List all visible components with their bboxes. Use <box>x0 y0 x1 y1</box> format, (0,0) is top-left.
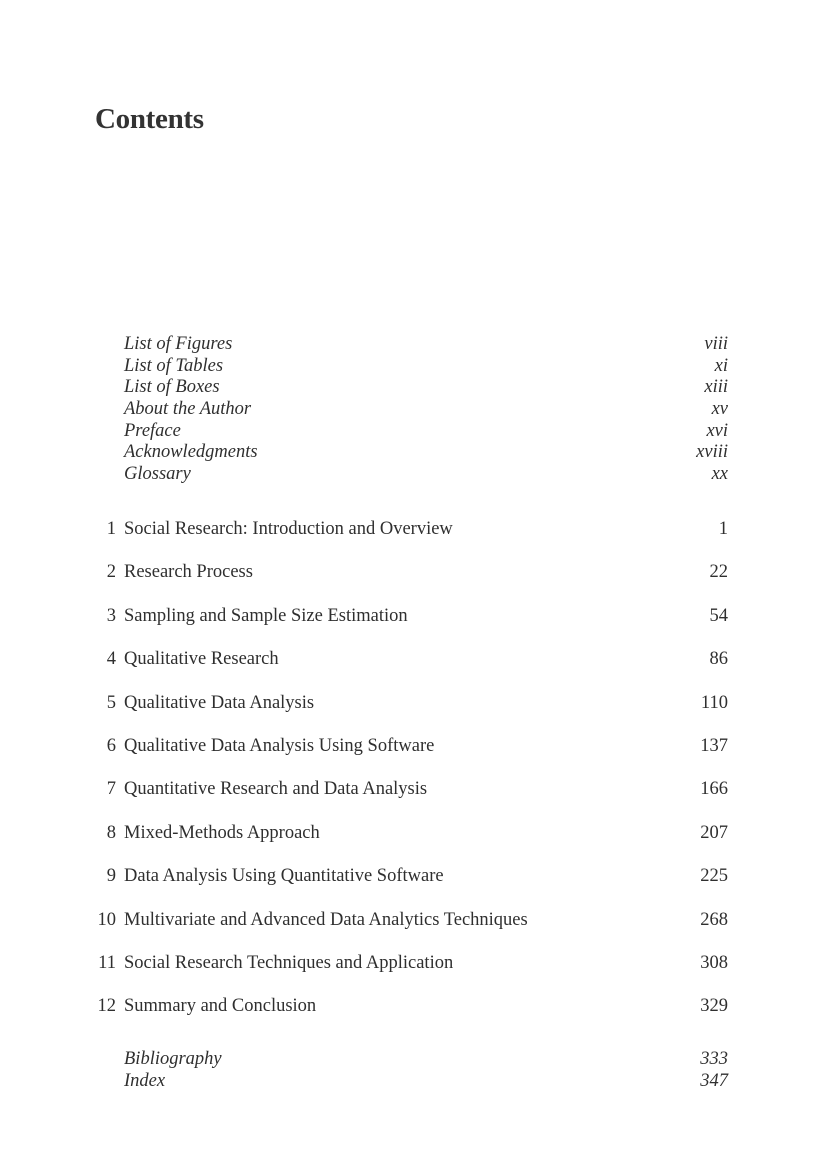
toc-entry-page: xvi <box>706 420 728 441</box>
chapter-number: 9 <box>106 866 116 887</box>
chapter-title: Research Process <box>124 562 253 583</box>
chapter-page: 137 <box>700 735 728 756</box>
toc-entry-glossary[interactable] <box>124 464 728 486</box>
chapter-title: Mixed-Methods Approach <box>124 822 320 843</box>
chapter-title: Qualitative Research <box>124 649 279 670</box>
toc-entry-title: Acknowledgments <box>124 442 258 463</box>
toc-entry-list-of-boxes[interactable] <box>124 377 728 399</box>
chapter-page: 54 <box>709 605 728 626</box>
chapter-number: 1 <box>106 519 116 539</box>
chapter-number: 5 <box>106 692 116 713</box>
chapter-title: Social Research: Introduction and Overview <box>124 519 453 539</box>
chapter-number: 6 <box>106 735 116 756</box>
toc-entry-about-the-author[interactable] <box>124 399 728 421</box>
toc-entry-page: 333 <box>700 1049 728 1069</box>
toc-entry-index[interactable] <box>124 1071 728 1093</box>
chapter-title: Data Analysis Using Quantitative Software <box>124 866 444 887</box>
toc-chapter-2[interactable] <box>90 560 728 603</box>
toc-entry-title: Bibliography <box>124 1049 222 1069</box>
chapter-page: 1 <box>718 519 728 539</box>
chapter-title: Qualitative Data Analysis Using Software <box>124 735 435 756</box>
chapter-title: Summary and Conclusion <box>124 996 317 1017</box>
toc-chapter-5[interactable] <box>90 691 728 734</box>
chapter-list <box>90 517 728 1038</box>
chapter-page: 207 <box>700 822 728 843</box>
toc-entry-page: xx <box>711 464 728 485</box>
toc-entry-title: About the Author <box>124 399 252 420</box>
chapter-number: 3 <box>106 605 116 626</box>
toc-chapter-10[interactable] <box>90 908 728 951</box>
toc-entry-title: List of Figures <box>124 334 233 354</box>
toc-chapter-11[interactable] <box>90 951 728 994</box>
chapter-page: 308 <box>700 952 728 973</box>
chapter-page: 268 <box>700 909 728 930</box>
chapter-title: Qualitative Data Analysis <box>124 692 315 713</box>
front-matter-list <box>124 334 728 486</box>
chapter-title: Social Research Techniques and Application <box>124 952 454 973</box>
toc-entry-page: 347 <box>700 1070 728 1091</box>
chapter-number: 12 <box>97 996 116 1017</box>
toc-chapter-8[interactable] <box>90 821 728 864</box>
chapter-title: Sampling and Sample Size Estimation <box>124 605 408 626</box>
chapter-number: 7 <box>106 779 116 800</box>
chapter-page: 166 <box>700 779 728 800</box>
toc-entry-title: List of Tables <box>124 355 224 376</box>
chapter-number: 11 <box>98 952 116 973</box>
chapter-title: Multivariate and Advanced Data Analytics Techniques <box>124 909 528 930</box>
toc-entry-title: Glossary <box>124 464 191 485</box>
chapter-page: 86 <box>709 649 728 670</box>
toc-chapter-1[interactable] <box>90 517 728 560</box>
chapter-page: 329 <box>700 996 728 1017</box>
back-matter-list <box>124 1049 728 1092</box>
chapter-page: 225 <box>700 866 728 887</box>
toc-entry-title: Preface <box>124 420 181 441</box>
toc-entry-acknowledgments[interactable] <box>124 442 728 464</box>
chapter-page: 22 <box>709 562 728 583</box>
toc-entry-list-of-figures[interactable] <box>124 334 728 356</box>
toc-chapter-4[interactable] <box>90 647 728 690</box>
page-title: Contents <box>95 103 204 135</box>
chapter-title: Quantitative Research and Data Analysis <box>124 779 428 800</box>
toc-chapter-6[interactable] <box>90 734 728 777</box>
toc-entry-page: viii <box>704 334 728 354</box>
toc-entry-preface[interactable] <box>124 421 728 443</box>
toc-chapter-3[interactable] <box>90 604 728 647</box>
toc-entry-page: xi <box>714 355 728 376</box>
toc-entry-bibliography[interactable] <box>124 1049 728 1071</box>
toc-entry-page: xv <box>711 399 728 420</box>
toc-entry-title: List of Boxes <box>124 377 220 398</box>
toc-chapter-12[interactable] <box>90 994 728 1037</box>
chapter-page: 110 <box>700 692 728 713</box>
chapter-number: 2 <box>106 562 116 583</box>
toc-entry-page: xiii <box>704 377 728 398</box>
chapter-number: 4 <box>106 649 116 670</box>
toc-entry-page: xviii <box>696 442 728 463</box>
toc-entry-title: Index <box>124 1070 166 1091</box>
toc-chapter-7[interactable] <box>90 777 728 820</box>
toc-entry-list-of-tables[interactable] <box>124 356 728 378</box>
chapter-number: 8 <box>106 822 116 843</box>
toc-chapter-9[interactable] <box>90 864 728 907</box>
chapter-number: 10 <box>97 909 116 930</box>
